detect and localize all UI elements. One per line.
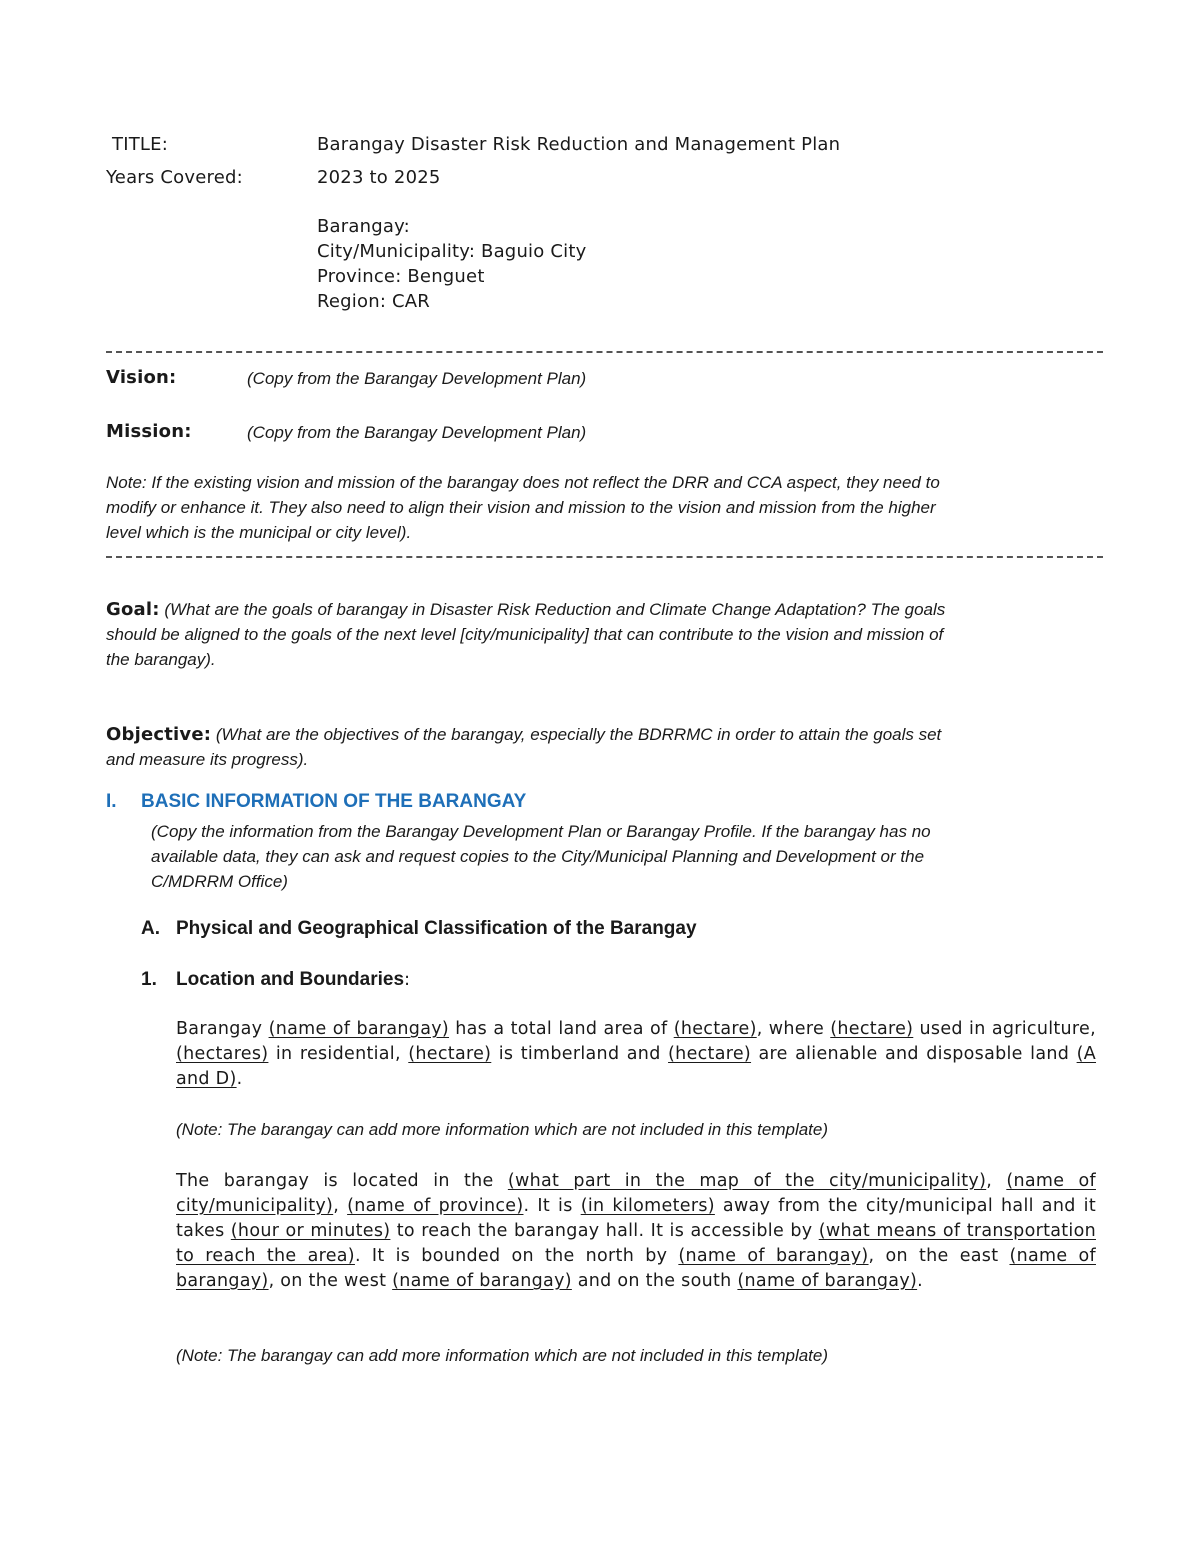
- text-run: . It is bounded on the north by: [354, 1246, 679, 1266]
- placeholder-blank: (hectare): [408, 1044, 492, 1064]
- note-line: Note: If the existing vision and mission of the barangay does not reflect the DRR and CCA aspect, they need to: [106, 473, 940, 492]
- barangay-line: Barangay:: [317, 216, 410, 237]
- section-note-line: available data, they can ask and request copies to the City/Municipal Planning and Development or the: [151, 847, 925, 866]
- text-run: away from the city/municipal hall and it takes: [176, 1196, 1097, 1241]
- goal-line: (What are the goals of barangay in Disaster Risk Reduction and Climate Change Adaptation? The goals: [164, 600, 946, 619]
- placeholder-blank: (what means of transportation to reach the area): [176, 1221, 1096, 1266]
- section-note-line: C/MDRRM Office): [151, 872, 288, 891]
- placeholder-blank: (in kilometers): [580, 1196, 715, 1216]
- text-run: , on the east: [868, 1246, 1010, 1266]
- subsection-title: Physical and Geographical Classification of the Barangay: [176, 918, 697, 939]
- note-line: level which is the municipal or city level).: [106, 523, 412, 542]
- region-line: Region: CAR: [317, 291, 430, 312]
- city-line: City/Municipality: Baguio City: [317, 241, 587, 262]
- goal-block: [106, 597, 945, 672]
- placeholder-blank: (name of barangay): [268, 1019, 450, 1039]
- divider-top: [106, 351, 1103, 353]
- vision-label: Vision:: [106, 367, 177, 388]
- objective-line: and measure its progress).: [106, 750, 309, 769]
- placeholder-blank: (hectare): [830, 1019, 914, 1039]
- text-run: , on the west: [268, 1271, 393, 1291]
- section-note-line: (Copy the information from the Barangay Development Plan or Barangay Profile. If the barangay has no: [151, 822, 931, 841]
- text-run: to reach the barangay hall. It is accessible by: [390, 1221, 819, 1241]
- placeholder-blank: (name of barangay): [176, 1246, 1096, 1291]
- section-title: BASIC INFORMATION OF THE BARANGAY: [141, 791, 527, 812]
- text-run: .: [236, 1069, 243, 1089]
- mission-label: Mission:: [106, 421, 192, 442]
- province-line: Province: Benguet: [317, 266, 485, 287]
- goal-line: should be aligned to the goals of the next level [city/municipality] that can contribute to the vision and mission of: [106, 625, 944, 644]
- placeholder-blank: (A and D): [176, 1044, 1097, 1089]
- placeholder-blank: (name of city/municipality): [176, 1171, 1096, 1216]
- objective-line: (What are the objectives of the barangay, especially the BDRRMC in order to attain the goals set: [215, 725, 942, 744]
- placeholder-blank: (hour or minutes): [230, 1221, 391, 1241]
- section-number: I.: [106, 791, 117, 812]
- goal-label: Goal:: [106, 599, 160, 620]
- placeholder-blank: (hectare): [668, 1044, 752, 1064]
- text-run: The barangay is located in the: [176, 1171, 508, 1191]
- item-number: 1.: [141, 969, 157, 990]
- objective-label: Objective:: [106, 724, 212, 745]
- paragraph-location: [176, 1169, 1096, 1294]
- placeholder-blank: (name of barangay): [392, 1271, 572, 1291]
- vision-text: (Copy from the Barangay Development Plan): [247, 369, 587, 388]
- template-note-1: (Note: The barangay can add more information which are not included in this template): [176, 1120, 829, 1139]
- placeholder-blank: (name of barangay): [737, 1271, 918, 1291]
- placeholder-blank: (name of province): [347, 1196, 524, 1216]
- text-run: and on the south: [571, 1271, 738, 1291]
- item-colon: :: [404, 969, 411, 990]
- text-run: , where: [756, 1019, 831, 1039]
- vision-mission-note: [106, 470, 940, 545]
- text-run: has a total land area of: [449, 1019, 674, 1039]
- objective-block: [106, 722, 941, 772]
- item-title-wrap: [176, 969, 410, 991]
- years-value: 2023 to 2025: [317, 167, 441, 188]
- text-run: used in agriculture,: [913, 1019, 1096, 1039]
- goal-line: the barangay).: [106, 650, 216, 669]
- subsection-letter: A.: [141, 918, 160, 939]
- section-note: [151, 819, 931, 894]
- text-run: ,: [986, 1171, 1007, 1191]
- template-note-2: (Note: The barangay can add more information which are not included in this template): [176, 1346, 829, 1365]
- text-run: ,: [333, 1196, 348, 1216]
- placeholder-blank: (hectare): [673, 1019, 757, 1039]
- title-label: TITLE:: [112, 134, 168, 155]
- text-run: in residential,: [268, 1044, 409, 1064]
- text-run: Barangay: [176, 1019, 269, 1039]
- mission-text: (Copy from the Barangay Development Plan): [247, 423, 587, 442]
- years-label: Years Covered:: [106, 167, 243, 188]
- text-run: are alienable and disposable land: [751, 1044, 1077, 1064]
- paragraph-land-area: [176, 1017, 1096, 1092]
- item-title: Location and Boundaries: [176, 969, 405, 990]
- placeholder-blank: (what part in the map of the city/municipality): [507, 1171, 987, 1191]
- text-run: .: [917, 1271, 923, 1291]
- placeholder-blank: (name of barangay): [678, 1246, 869, 1266]
- note-line: modify or enhance it. They also need to align their vision and mission to the vision and mission from the higher: [106, 498, 936, 517]
- title-value: Barangay Disaster Risk Reduction and Management Plan: [317, 134, 841, 155]
- text-run: . It is: [523, 1196, 581, 1216]
- placeholder-blank: (hectares): [176, 1044, 269, 1064]
- text-run: is timberland and: [491, 1044, 669, 1064]
- divider-bottom: [106, 556, 1103, 558]
